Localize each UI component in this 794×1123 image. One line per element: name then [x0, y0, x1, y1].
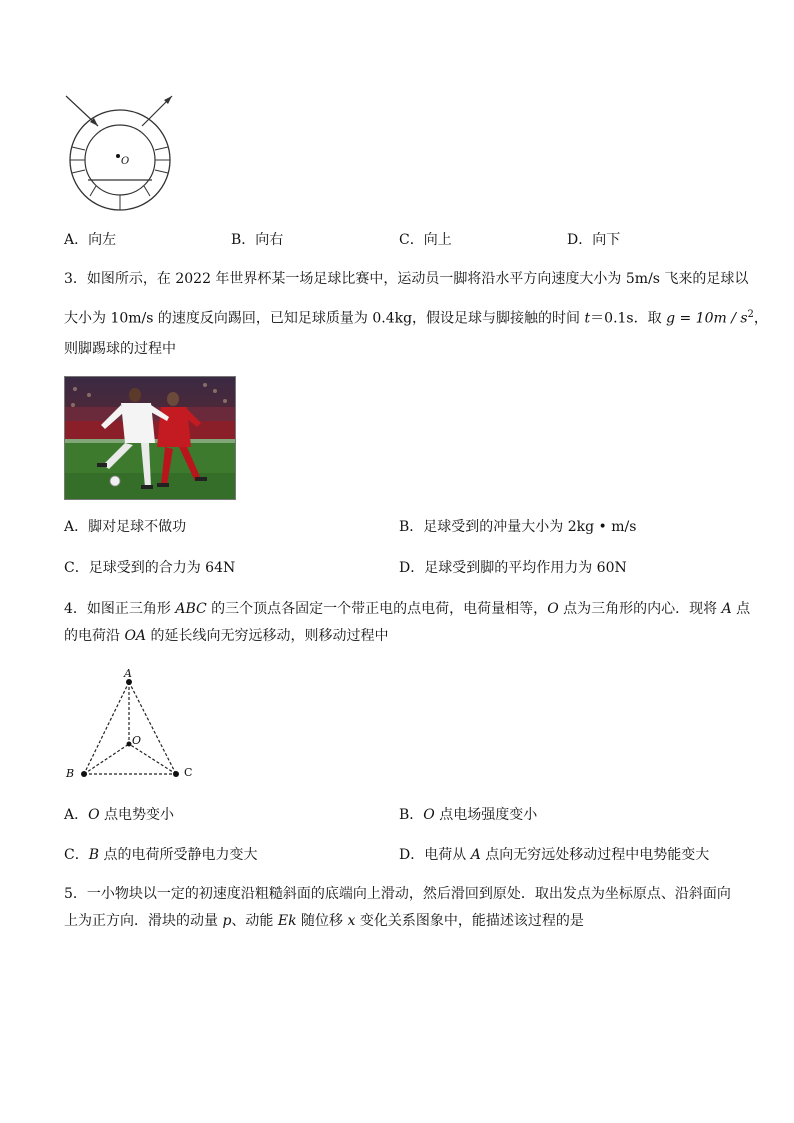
q3-option-c[interactable]: C．足球受到的合力为 64N	[64, 560, 236, 576]
ring-center-label: O	[121, 156, 130, 167]
q3-option-b[interactable]: B．足球受到的冲量大小为 2kg • m/s	[399, 519, 637, 535]
q4-option-b-text: 点电场强度变小	[434, 807, 538, 823]
vertex-label-b: B	[66, 767, 75, 780]
q4-option-d-prefix: D．电荷从	[399, 847, 471, 863]
vertex-label-c: C	[184, 766, 193, 779]
q4-line1-text2: 的三个顶点各固定一个带正电的点电荷，电荷量相等，	[206, 601, 548, 617]
q4-option-a-var: O	[88, 807, 100, 823]
q3-var-t: t	[584, 310, 591, 327]
q3-line2-text2: ＝0.1s．取	[590, 310, 667, 327]
q4-option-a-prefix: A．	[64, 807, 89, 823]
q3-line2-end: ，	[753, 310, 768, 327]
vertex-label-a: A	[124, 668, 132, 680]
q3-formula-sup: 2	[747, 309, 754, 320]
q4-line2	[64, 627, 389, 645]
q5-line2-text2: 、动能	[231, 913, 278, 929]
q5-line2-text3: 随位移	[296, 913, 348, 929]
q3-option-a[interactable]: A．脚对足球不做功	[64, 519, 187, 535]
q4-option-b-var: O	[423, 807, 435, 823]
q4-option-a[interactable]	[64, 806, 174, 824]
q4-var-abc: ABC	[175, 601, 207, 617]
q4-option-b[interactable]	[399, 806, 537, 824]
q3-line3: 则脚踢球的过程中	[64, 341, 176, 357]
q4-line1	[64, 600, 750, 618]
q4-line1-text4: 点	[731, 601, 751, 617]
q4-var-o: O	[547, 601, 559, 617]
ring-coil-figure	[60, 92, 180, 212]
q5-line2-text4: 变化关系图象中，能描述该过程的是	[355, 913, 584, 929]
q4-option-c-prefix: C．	[64, 847, 89, 863]
q2-option-a[interactable]: A．向左	[64, 232, 117, 248]
q4-var-oa: OA	[124, 628, 147, 644]
q4-line2-text: 的电荷沿	[64, 628, 125, 644]
q3-line1: 3．如图所示，在 2022 年世界杯某一场足球比赛中，运动员一脚将沿水平方向速度大小为 5m/s 飞来的足球以	[64, 271, 749, 287]
q2-option-c[interactable]: C．向上	[399, 232, 452, 248]
q5-line1: 5．一小物块以一定的初速度沿粗糙斜面的底端向上滑动，然后滑回到原处．取出发点为坐标原点、沿斜面向	[64, 886, 731, 902]
q3-line2-text: 大小为 10m/s 的速度反向踢回，已知足球质量为 0.4kg，假设足球与脚接触的时间	[64, 310, 585, 327]
q3-line2	[64, 306, 768, 328]
q4-option-c[interactable]	[64, 846, 257, 864]
q5-var-x: x	[347, 913, 356, 929]
q4-option-c-var: B	[88, 847, 100, 863]
q4-line1-text3: 点为三角形的内心．现将	[558, 601, 722, 617]
center-label-o: O	[132, 734, 142, 747]
q5-line2	[64, 912, 584, 930]
football-scene	[65, 377, 235, 499]
q5-var-ek: Ek	[277, 913, 297, 929]
q2-option-b[interactable]: B．向右	[231, 232, 284, 248]
q4-option-d-var: A	[470, 847, 481, 863]
q4-option-b-prefix: B．	[399, 807, 424, 823]
q5-line2-text: 上为正方向．滑块的动量	[64, 913, 223, 929]
q4-var-a: A	[721, 601, 732, 617]
q3-formula-g: g = 10m / s	[666, 310, 748, 327]
q3-option-d[interactable]: D．足球受到脚的平均作用力为 60N	[399, 560, 627, 576]
q2-option-d[interactable]: D．向下	[567, 232, 621, 248]
q4-option-a-text: 点电势变小	[99, 807, 175, 823]
q4-option-c-text: 点的电荷所受静电力变大	[99, 847, 258, 863]
q4-option-d-text: 点向无穷远处移动过程中电势能变大	[480, 847, 710, 863]
football-photo	[64, 376, 236, 500]
q4-option-d[interactable]	[399, 846, 709, 864]
triangle-figure	[60, 668, 200, 784]
q5-var-p: p	[222, 913, 232, 929]
q4-line1-text: 4．如图正三角形	[64, 601, 176, 617]
q4-line2-text2: 的延长线向无穷远移动，则移动过程中	[146, 628, 389, 644]
